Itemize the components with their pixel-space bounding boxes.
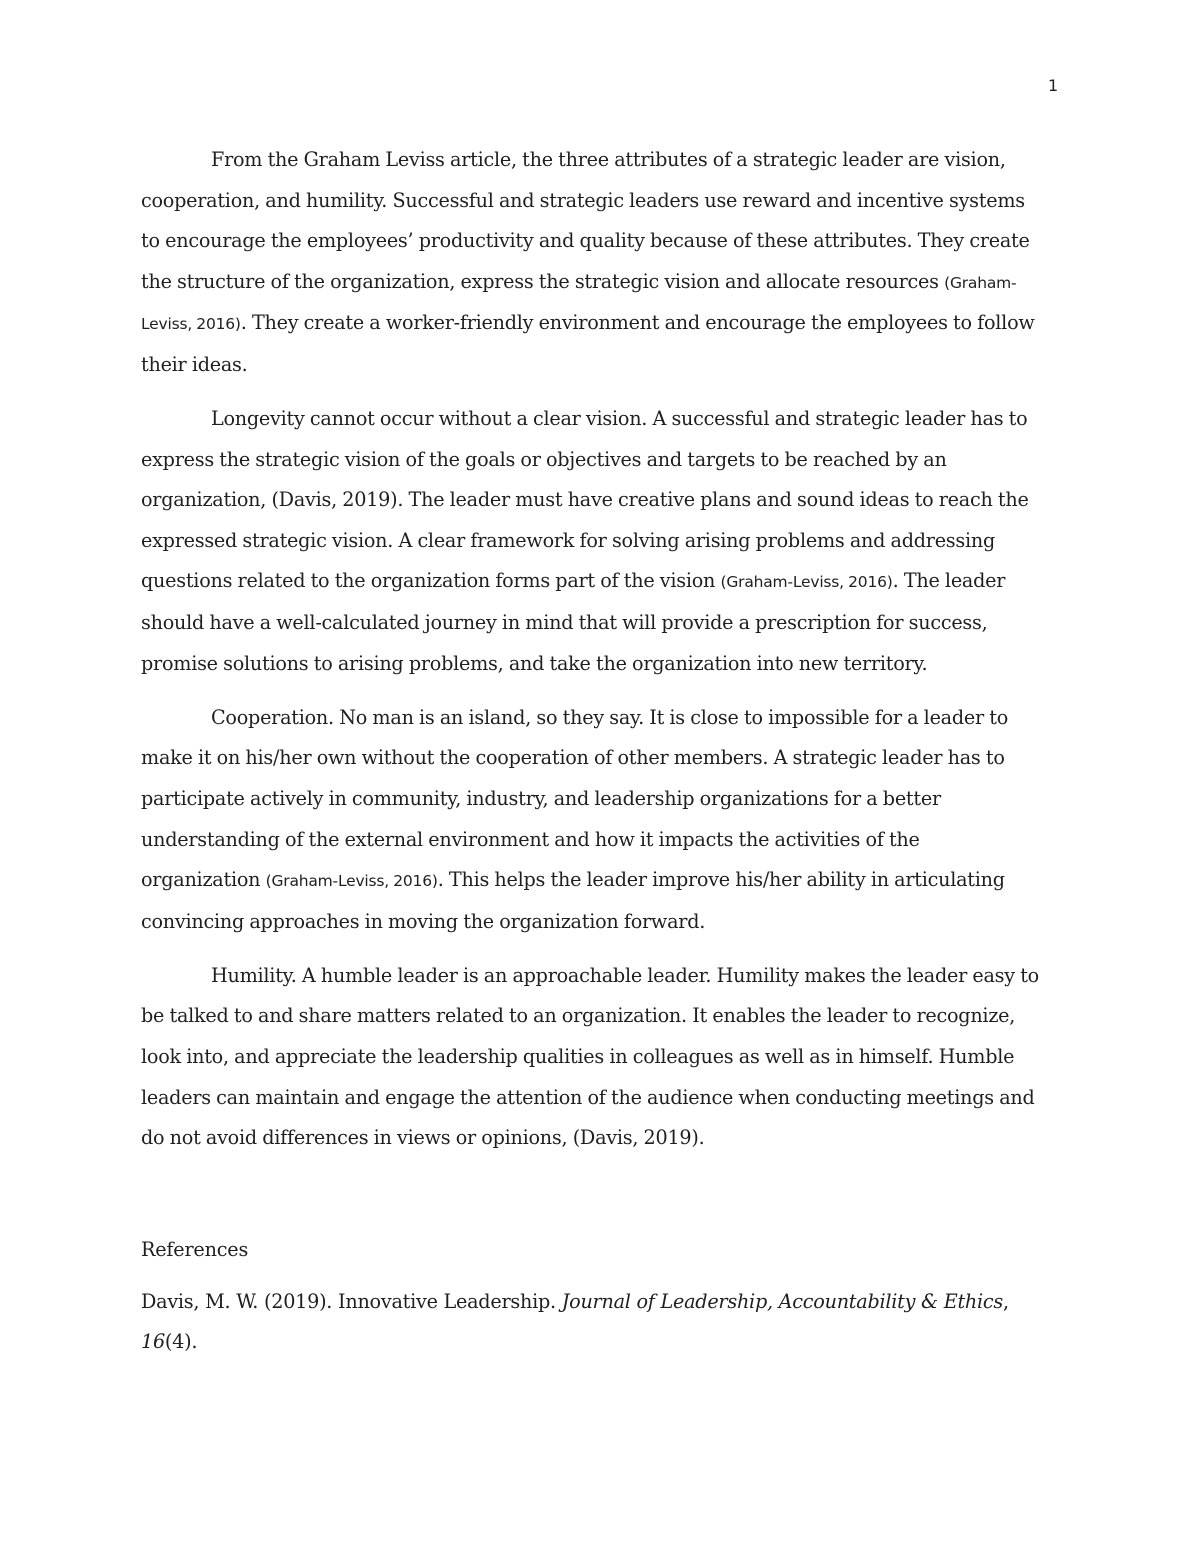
reference-journal: Journal of Leadership, Accountability & Ethics — [561, 1290, 1004, 1313]
document-body — [141, 140, 1041, 1172]
references-section — [141, 1230, 1041, 1362]
paragraph-text: . They create a worker-friendly environment and encourage the employees to follow their ideas. — [141, 311, 1035, 376]
paragraph-humility — [141, 956, 1041, 1159]
paragraph-text: Humility. A humble leader is an approachable leader. Humility makes the leader easy to be talked to and share matters related to an organization. It enables the leader to recognize, look into, and appreciate the leadership qualities in colleagues as well as in himself. Humble leaders can maintain and engage the attention of the audience when conducting meetings and do not avoid differences in views or opinions, (Davis, 2019). — [141, 963, 1039, 1150]
paragraph-cooperation — [141, 698, 1041, 943]
paragraph-vision-overview — [141, 140, 1041, 386]
reference-volume: 16 — [141, 1330, 165, 1353]
references-heading: References — [141, 1238, 249, 1261]
page-number: 1 — [1048, 76, 1059, 95]
paragraph-text: From the Graham Leviss article, the three attributes of a strategic leader are vision, cooperation, and humility. Successful and strategic leaders use reward and incentive systems to encourage the employees’ productivity and quality because of these attributes. They create the structure of the organization, express the strategic vision and allocate resources — [141, 148, 1030, 293]
citation: (Graham-Leviss, 2016) — [265, 872, 438, 891]
reference-author-title: Davis, M. W. (2019). Innovative Leadership. — [141, 1290, 562, 1313]
paragraph-text: . The leader should have a well-calculated journey in mind that will provide a prescription for success, promise solutions to arising problems, and take the organization into new territory. — [141, 569, 1006, 675]
reference-entry — [141, 1282, 1041, 1362]
paragraph-text: . This helps the leader improve his/her ability in articulating convincing approaches in moving the organization forward. — [141, 868, 1005, 933]
reference-issue: (4). — [164, 1330, 198, 1353]
paragraph-text: Longevity cannot occur without a clear vision. A successful and strategic leader has to express the strategic vision of the goals or objectives and targets to be reached by an organization, (Davis, 2019). The leader must have creative plans and sound ideas to reach the expressed strategic vision. A clear framework for solving arising problems and addressing questions related to the organization forms part of the vision — [141, 407, 1029, 593]
paragraph-text: Cooperation. No man is an island, so they say. It is close to impossible for a leader to make it on his/her own without the cooperation of other members. A strategic leader has to participate actively in community, industry, and leadership organizations for a better understanding of the external environment and how it impacts the activities of the organization — [141, 705, 1009, 892]
citation: (Graham-Leviss, 2016) — [141, 273, 1017, 334]
reference-separator: , — [1003, 1290, 1009, 1313]
citation: (Graham-Leviss, 2016) — [720, 573, 893, 592]
paragraph-longevity — [141, 399, 1041, 684]
